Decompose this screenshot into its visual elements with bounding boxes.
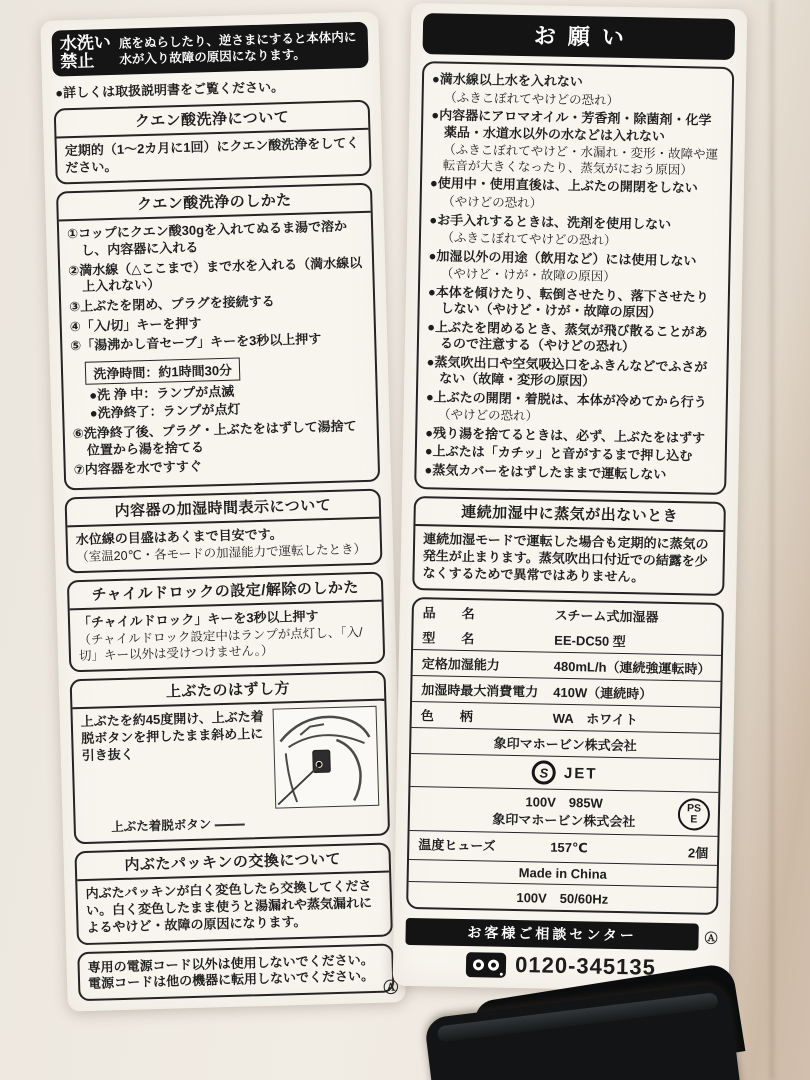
- wash-time-box: 洗浄時間：約1時間30分: [85, 357, 240, 384]
- caution-text: ●上ぶたの開閉・着脱は、本体が冷めてから行う: [425, 388, 707, 410]
- lamp-status-line: ●洗浄終了：ランプが点灯: [89, 401, 241, 421]
- caution-text: ●残り湯を捨てるときは、必ず、上ぶたをはずす: [425, 425, 706, 446]
- caution-item: [430, 107, 723, 179]
- step-item: ⑥洗浄終了後、プラグ・上ぶたをはずして湯捨て位置から湯を捨てる: [72, 418, 357, 458]
- caution-note: （ふきこぼれてやけどの恐れ）: [444, 90, 620, 108]
- lid-removal-section: [70, 670, 390, 844]
- no-washing-warning-box: [52, 22, 369, 76]
- caution-text: ●蒸気カバーをはずしたままで運転しない: [424, 462, 667, 482]
- phone-number: 0120-345135: [514, 952, 657, 980]
- caution-item: [426, 354, 719, 393]
- voltage-row: [408, 881, 716, 913]
- humidify-time-display-section: [65, 489, 383, 574]
- spec-value: EE-DC50 型: [554, 632, 626, 650]
- no-washing-badge: [60, 34, 112, 71]
- section-title: クエン酸洗浄のしかた: [58, 185, 371, 222]
- packing-replacement-section: [74, 842, 392, 944]
- step-item: ④「入/切」キーを押す: [69, 315, 202, 334]
- step-item: ⑤「湯沸かし音セーブ」キーを3秒以上押す: [70, 331, 322, 354]
- caution-item: [428, 248, 721, 288]
- cord-note-line2: 電源コードは他の機器に転用しないでください。: [87, 968, 375, 992]
- citric-cleaning-howto-section: [56, 183, 380, 490]
- cautions-list-box: [414, 61, 734, 495]
- voltage-text: 100V 50/60Hz: [516, 890, 609, 907]
- section-title: 上ぶたのはずし方: [72, 672, 385, 709]
- step-item: ⑦内容器を水ですすぐ: [73, 459, 203, 478]
- section-body: 定期的（1〜2カ月に1回）にクエン酸洗浄をしてください。: [64, 134, 360, 175]
- fuse-temp: 157℃: [550, 839, 588, 856]
- section-body: 「チャイルドロック」キーを3秒以上押す: [77, 608, 319, 631]
- support-center-row: [405, 918, 717, 951]
- step-item: ①コップにクエン酸30gを入れてぬるま湯で溶かし、内容器に入れる: [66, 218, 348, 258]
- spec-value: WA ホワイト: [552, 710, 638, 728]
- no-washing-badge-line1: 水洗い: [59, 32, 112, 54]
- section-body: 内ぶたパッキンが白く変色したら交換してください。白く変色したまま使うと湯漏れや蒸気漏れによるやけど・故障の原因になります。: [85, 877, 373, 935]
- caution-item: [432, 71, 725, 111]
- right-caution-label: [393, 3, 748, 992]
- caution-note: （やけど・けが・故障の原因）: [440, 266, 616, 284]
- step-item: ②満水線（△ここまで）まで水を入れる（満水線以上入れない）: [67, 254, 363, 295]
- rating-value: 100V 985W: [525, 794, 603, 811]
- steam-stop-section: [412, 496, 726, 596]
- jet-label: JET: [563, 764, 598, 783]
- fuse-count: 2個: [687, 845, 709, 861]
- caution-text: ●お手入れするときは、洗剤を使用しない: [429, 211, 672, 232]
- phone-icon-ring: [473, 959, 484, 970]
- caution-note: （ふきこぼれてやけど・水漏れ・変形・故障や運転音が大きくなったり、蒸気がにおう原因）: [442, 142, 719, 178]
- caution-item: [429, 176, 722, 216]
- lid-diagram-drawing: [274, 707, 377, 806]
- spec-label: 色 柄: [420, 708, 473, 725]
- citric-steps-list: [67, 218, 366, 355]
- power-cord-note-section: [77, 943, 394, 1002]
- pse-mark-top: PS: [686, 801, 702, 815]
- spec-value: 410W（連続時）: [553, 684, 653, 702]
- jet-s-mark-icon: S: [532, 760, 556, 784]
- onegai-header: お願い: [422, 13, 735, 60]
- spec-label: 加湿時最大消費電力: [421, 682, 539, 700]
- caution-text: ●上ぶたを閉めるとき、蒸気が飛び散ることがあるので注意する（やけどの恐れ）: [427, 318, 708, 355]
- maker-name: 象印マホービン株式会社: [493, 735, 637, 754]
- caution-text: ●加湿以外の用途（飲用など）には使用しない: [428, 247, 697, 269]
- lid-diagram-illustration: [273, 706, 380, 809]
- section-body: 水位線の目盛はあくまで目安です。: [75, 526, 283, 548]
- section-title: 内容器の加湿時間表示について: [67, 491, 380, 528]
- citric-cleaning-about-section: [54, 99, 372, 185]
- section-title: 内ぶたパッキンの交換について: [76, 844, 389, 881]
- section-title: 連続加湿中に蒸気が出ないとき: [415, 498, 723, 532]
- circled-a-mark: Ⓐ: [704, 930, 718, 947]
- spec-label: 品 名: [422, 605, 475, 622]
- circled-a-mark: Ⓐ: [383, 979, 399, 998]
- caution-text: ●本体を傾けたり、転倒させたり、落下させたりしない（やけど・けが・故障の原因）: [427, 283, 709, 320]
- toll-free-phone-icon: [466, 952, 506, 978]
- lid-removal-body: 上ぶたを約45度開け、上ぶた着脱ボタンを押したまま斜め上に引き抜く: [80, 708, 264, 763]
- pse-mark-bottom: E: [690, 812, 698, 826]
- caution-text: ●内容器にアロマオイル・芳香剤・除菌剤・化学薬品・水道水以外の水などは入れない: [431, 107, 712, 144]
- no-washing-badge-line2: 禁止: [60, 51, 95, 72]
- caution-note: （ふきこぼれてやけどの恐れ）: [441, 230, 617, 248]
- left-instruction-label: [40, 11, 406, 1011]
- caution-item: [425, 389, 718, 429]
- citric-steps-after-list: [73, 418, 370, 479]
- caution-note: （やけどの恐れ）: [437, 407, 539, 424]
- maker-name-2: 象印マホービン株式会社: [492, 811, 636, 829]
- section-note: （チャイルドロック設定中はランプが点灯し、「入/切」キー以外は受けつけません。）: [78, 625, 363, 663]
- caution-text: ●上ぶたは「カチッ」と音がするまで押し込む: [424, 443, 693, 464]
- cord-note-line1: 専用の電源コード以外は使用しないでください。: [87, 951, 374, 975]
- spec-label: 定格加湿能力: [421, 656, 500, 673]
- lamp-status-line: ●洗 浄 中：ランプが点滅: [89, 383, 235, 403]
- no-washing-text: 底をぬらしたり、逆さまにすると本体内に水が入り故障の原因になります。: [118, 29, 357, 67]
- spec-value: 480mL/h（連続強運転時）: [553, 658, 711, 677]
- phone-icon-ring: [488, 959, 499, 970]
- caution-text: ●使用中・使用直後は、上ぶたの開閉をしない: [429, 175, 698, 196]
- support-center-bar: お客様ご相談センター: [405, 918, 698, 951]
- spec-label: 型 名: [422, 630, 475, 647]
- section-title: チャイルドロックの設定/解除のしかた: [69, 574, 382, 611]
- caution-item: [424, 462, 716, 484]
- section-title: クエン酸洗浄について: [56, 101, 369, 138]
- caution-text: ●満水線以上水を入れない: [431, 71, 583, 90]
- caution-text: ●蒸気吹出口や空気吸込口をふきんなどでふさがない（故障・変形の原因）: [426, 353, 708, 389]
- child-lock-section: [67, 572, 385, 673]
- lid-button-caption: 上ぶた着脱ボタン: [111, 810, 380, 835]
- wall-seam: [770, 0, 774, 1080]
- caution-item: [429, 212, 722, 252]
- phone-icon-dot: [500, 972, 503, 975]
- fuse-label: 温度ヒューズ: [418, 837, 496, 854]
- see-manual-note: ●詳しくは取扱説明書をご覧ください。: [55, 78, 285, 101]
- caution-note: （やけどの恐れ）: [442, 194, 543, 211]
- step-item: ③上ぶたを閉め、プラグを接続する: [69, 293, 275, 315]
- rating-row: [410, 786, 719, 836]
- section-note: （室温20℃・各モードの加湿能力で運転したとき）: [76, 542, 367, 565]
- section-body: 連続加湿モードで運転した場合も定期的に蒸気の発生が止まります。蒸気吹出口付近での結露を少なくするためで異常ではありません。: [422, 531, 709, 585]
- spec-table: [406, 597, 724, 915]
- lamp-status-list: [71, 379, 368, 424]
- pse-mark-icon: [678, 798, 711, 831]
- origin-text: Made in China: [518, 865, 607, 882]
- caution-item: [427, 284, 720, 323]
- caution-item: [427, 319, 720, 358]
- spec-value: スチーム式加湿器: [554, 607, 659, 625]
